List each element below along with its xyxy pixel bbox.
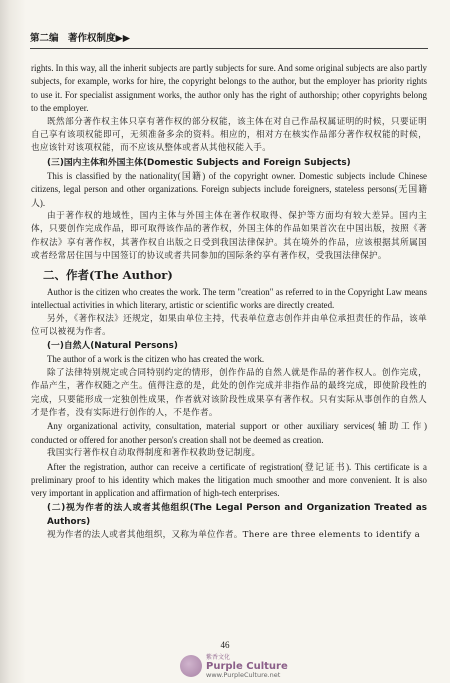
paragraph-9: Any organizational activity, consultation, material support or other auxiliary services(辅助工作) conducted or offered for another person's creation shall not be deemed as creation. <box>31 421 427 445</box>
subheading-domestic-foreign: (三)国内主体和外国主体(Domestic Subjects and Foreign Subjects) <box>47 157 351 168</box>
paragraph-2: 既然部分著作权主体只享有著作权的部分权能，该主体在对自己作品权属证明的时候，只要证明自己享有该项权能即可，无须准备多余的资料。相应的，相对方在核实作品部分著作权权能的时候，也应该针对该项权能，而不应该从整体或者从其他权能入手。 <box>31 116 427 154</box>
page-number: 46 <box>220 640 230 650</box>
section-heading-author: 二、作者(The Author) <box>43 267 173 282</box>
paragraph-6: 另外，《著作权法》还规定，如果由单位主持，代表单位意志创作并由单位承担责任的作品，该单位可以被视为作者。 <box>31 313 427 337</box>
paragraph-1: rights. In this way, all the inherit subjects are partly subjects for sure. And some original subjects are also partly subjects, for example, works for hire, the copyright belongs to the author, but the employer has priority rights to use it. For specialist assignment works, the author only has the right of authorship; other copyrights belong to the employer. <box>31 63 427 114</box>
subheading-natural-persons: (一)自然人(Natural Persons) <box>47 341 178 352</box>
watermark-cn: 紫香文化 <box>206 653 231 661</box>
subheading-legal-person: (二)视为作者的法人或者其他组织(The Legal Person and Organization Treated as Authors) <box>47 502 427 527</box>
watermark <box>180 651 320 681</box>
page-content <box>31 62 427 542</box>
paragraph-10: 我国实行著作权自动取得制度和著作权救助登记制度。 <box>47 448 261 459</box>
paragraph-7: The author of a work is the citizen who has created the work. <box>47 354 265 365</box>
paragraph-5: Author is the citizen who creates the work. The term "creation" as referred to in the Copyright Law means intellectual activities in which literary, artistic or scientific works are directly created. <box>31 286 427 311</box>
paragraph-11: After the registration, author can receive a certificate of registration(登记证书). This certificate is a preliminary proof to his identity which makes the litigation much smoother and more convenient. It is also very important in application and affirmation of high-tech enterprises. <box>31 461 427 499</box>
paragraph-8: 除了法律特别规定或合同特别约定的情形，创作作品的自然人就是作品的著作权人。创作完成，作品产生，著作权随之产生。值得注意的是，此处的创作完成并非指作品的最终完成，即使阶段性的完成，只要能形成一定独创性成果，作者就对该阶段性成果享有著作权。只有实际从事创作的自然人才是作者，没有实际进行创作的人，不是作者。 <box>31 367 427 418</box>
paragraph-3: This is classified by the nationality(国籍) of the copyright owner. Domestic subjects include Chinese citizens, legal person and other organizations. Foreign subjects include foreigners, stateless persons(无国籍人). <box>31 170 427 208</box>
watermark-text <box>206 653 288 680</box>
running-header <box>30 32 428 49</box>
watermark-name: Purple Culture <box>206 660 288 672</box>
header-title: 第二编 著作权制度▶▶ <box>30 33 131 44</box>
paragraph-4: 由于著作权的地域性，国内主体与外国主体在著作权取得、保护等方面均有较大差异。国内主体，只要创作完成作品，即可取得该作品的著作权，外国主体的作品如果首次在中国出版，按照《著作权法》享有著作权，其著作权自出版之日受到我国法律保护。其在境外的作品，应该根据其所属国或者经常居住国与中国签订的协议或者共同参加的国际条约享有著作权，受我国法律保护。 <box>31 211 427 262</box>
watermark-url: www.PurpleCulture.net <box>206 670 281 679</box>
paragraph-12: 视为作者的法人或者其他组织，又称为单位作者。There are three elements to identify a <box>47 529 420 540</box>
purple-culture-logo-icon <box>180 655 202 677</box>
